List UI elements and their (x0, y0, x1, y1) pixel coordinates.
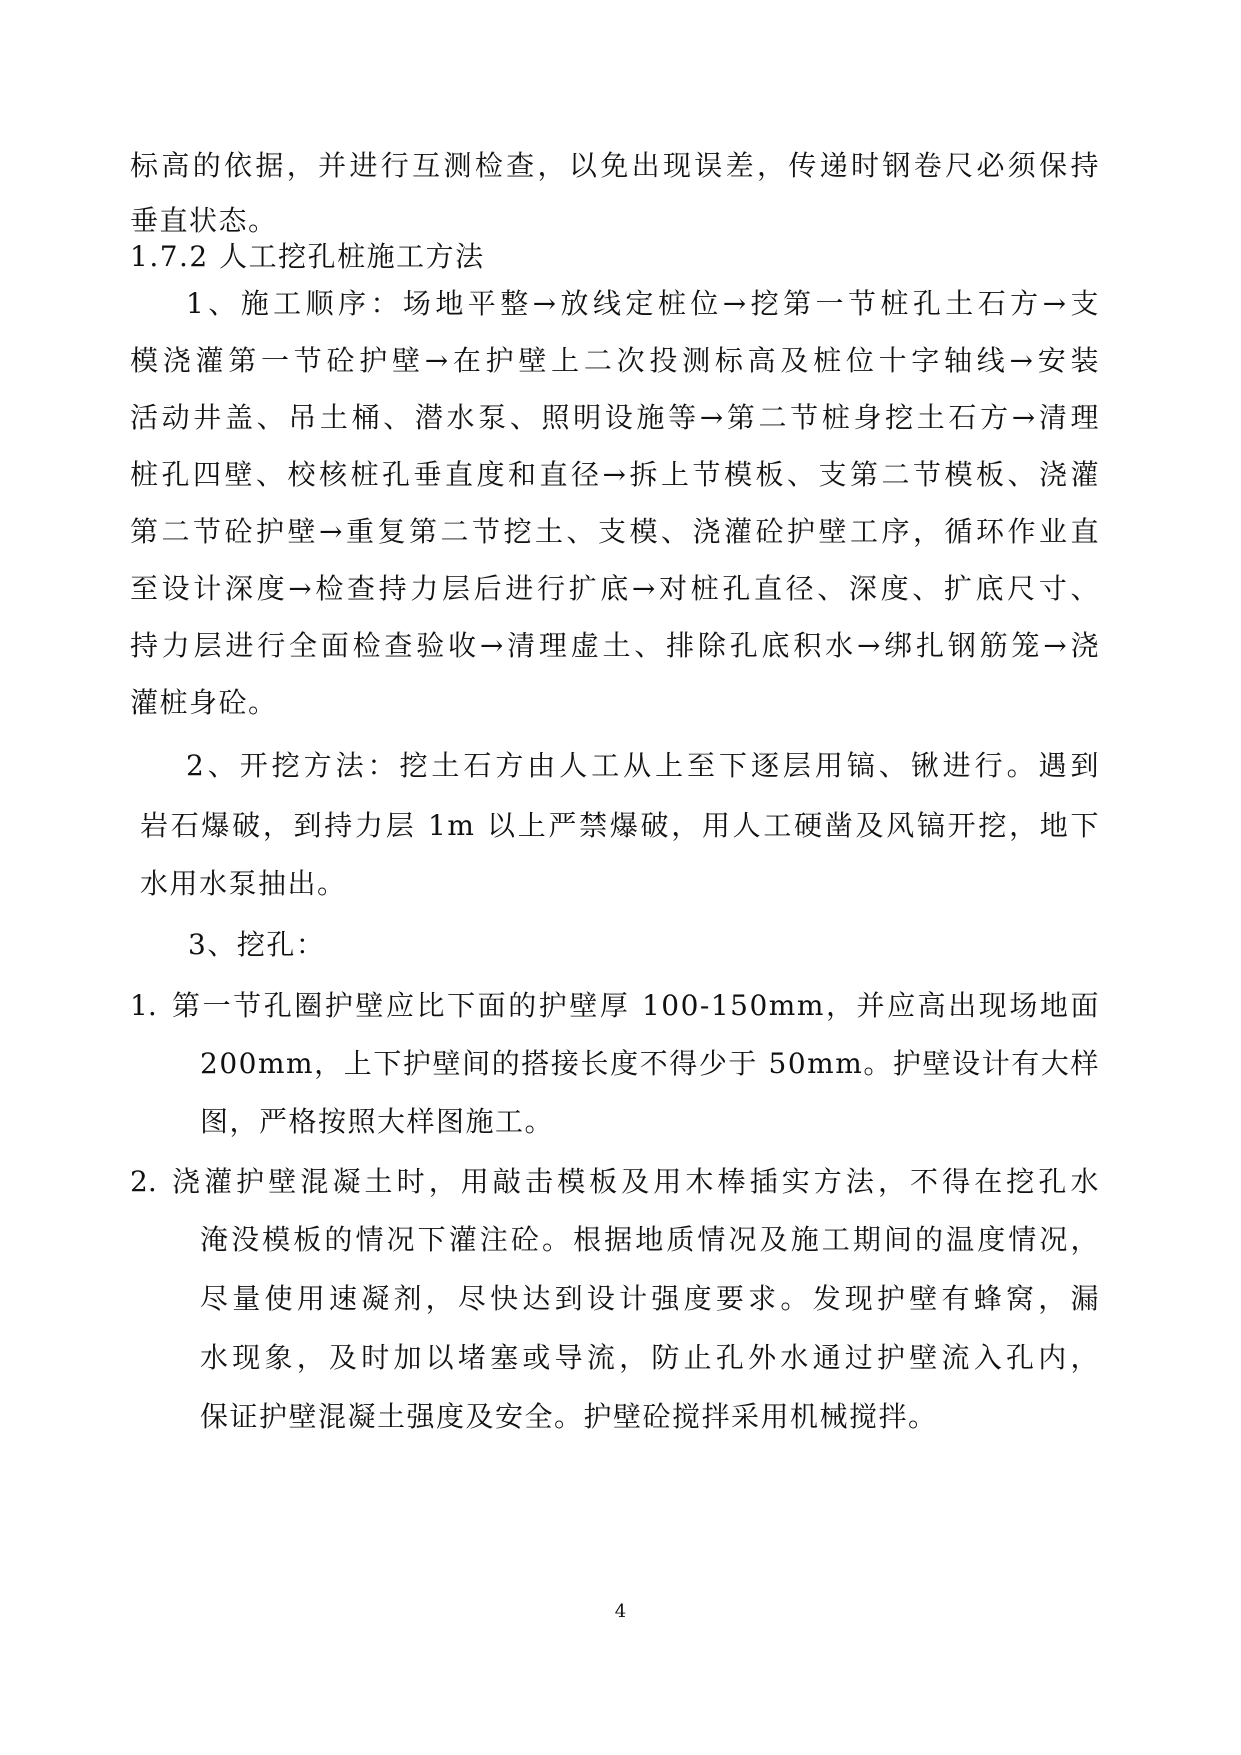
paragraph-line: 岩石爆破，到持力层 1m 以上严禁爆破，用人工硬凿及风镐开挖，地下 (140, 809, 1100, 842)
list-item-line: 水现象，及时加以堵塞或导流，防止孔外水通过护壁流入孔内， (200, 1341, 1100, 1374)
paragraph-line: 2、开挖方法：挖土石方由人工从上至下逐层用镐、锹进行。遇到 (186, 749, 1100, 782)
list-number: 1. (130, 989, 157, 1022)
section-heading: 1.7.2 人工挖孔桩施工方法 (130, 240, 485, 273)
page-number: 4 (614, 1601, 627, 1622)
paragraph-line: 模浇灌第一节砼护壁→在护壁上二次投测标高及桩位十字轴线→安装 (130, 344, 1100, 377)
list-item-line: 图，严格按照大样图施工。 (200, 1105, 555, 1138)
paragraph-line: 1、施工顺序：场地平整→放线定桩位→挖第一节桩孔土石方→支 (186, 287, 1100, 320)
list-item-line: 淹没模板的情况下灌注砼。根据地质情况及施工期间的温度情况， (200, 1223, 1100, 1256)
paragraph-line: 至设计深度→检查持力层后进行扩底→对桩孔直径、深度、扩底尺寸、 (130, 572, 1100, 605)
paragraph-line: 垂直状态。 (130, 204, 278, 237)
paragraph-line: 灌桩身砼。 (130, 686, 278, 719)
paragraph-line: 持力层进行全面检查验收→清理虚土、排除孔底积水→绑扎钢筋笼→浇 (130, 629, 1100, 662)
list-number: 2. (130, 1165, 157, 1198)
list-item-line: 第一节孔圈护壁应比下面的护壁厚 100-150mm，并应高出现场地面 (172, 989, 1100, 1022)
paragraph-line: 活动井盖、吊土桶、潜水泵、照明设施等→第二节桩身挖土石方→清理 (130, 401, 1100, 434)
list-item-line: 保证护壁混凝土强度及安全。护壁砼搅拌采用机械搅拌。 (200, 1400, 938, 1433)
list-item-line: 200mm，上下护壁间的搭接长度不得少于 50mm。护壁设计有大样 (200, 1047, 1100, 1080)
paragraph-line: 3、挖孔： (188, 928, 326, 961)
list-item-line: 浇灌护壁混凝土时，用敲击模板及用木棒插实方法，不得在挖孔水 (172, 1165, 1100, 1198)
paragraph-line: 桩孔四壁、校核桩孔垂直度和直径→拆上节模板、支第二节模板、浇灌 (130, 458, 1100, 491)
paragraph-line: 水用水泵抽出。 (140, 867, 347, 900)
list-item-line: 尽量使用速凝剂，尽快达到设计强度要求。发现护壁有蜂窝，漏 (200, 1282, 1100, 1315)
paragraph-line: 第二节砼护壁→重复第二节挖土、支模、浇灌砼护壁工序，循环作业直 (130, 515, 1100, 548)
paragraph-line: 标高的依据，并进行互测检查，以免出现误差，传递时钢卷尺必须保持 (130, 149, 1100, 182)
